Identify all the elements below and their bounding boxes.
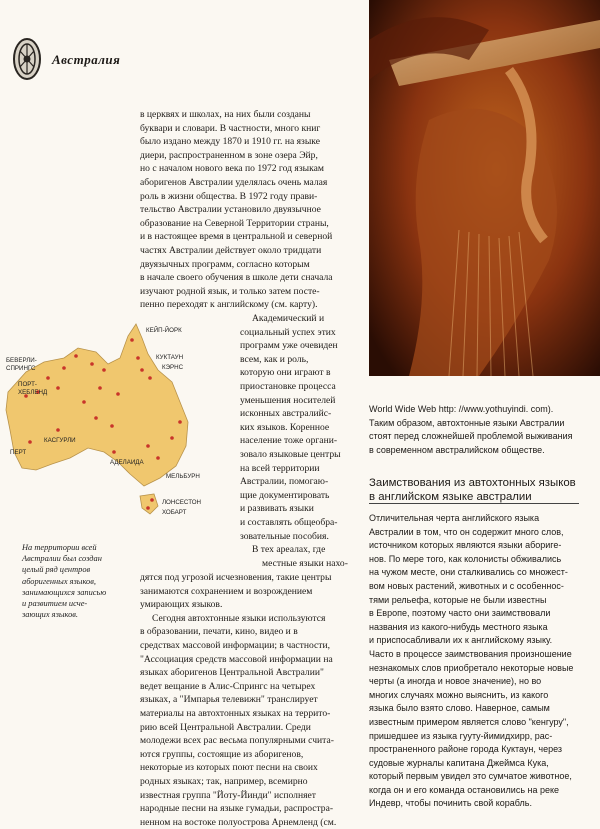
australia-landmass [6,324,188,486]
map-label-cape-york: КЕЙП-ЙОРК [146,327,182,334]
page-title: Австралия [52,52,121,67]
map-label-cairns: КЭРНС [162,364,184,371]
column2-body-text: Отличительная черта английского языка Австралии в том, что он содержит много слов, источником которых являются языки абориге- нов. По мере того, как колонисты обживались на чужом месте, они сталкивались со множест- вом новых растений, животных и с особеннос- тями рельефа, которые не были известны в Европе, поэтому часто они заимствовали названия из какого-нибудь местного языка и приспосабливали их к английскому языку. Часто в процессе заимствования произношение незнакомых слов приобретало некоторые новые черты (а иногда и новое значение), но во многих случаях можно выяснить, из какого языка было взято слово. Наверное, самым известным примером является слово "кенгуру", пришедшее из языка гууту-йимидхирр, рас- пространенного районе города Куктаун, через судовые журналы капитана Джеймса Кука, который первым увидел это сумчатое животное, когда он и его команда остановились на реке Индевр, чтобы починить свой корабль. [369,513,574,809]
map-label-perth: ПЕРТ [10,449,27,456]
map-label-melbourne: МЕЛЬБУРН [166,473,200,480]
column1-top-text: в церквях и школах, на них были созданы буквари и словари. В частности, много книг было издано между 1870 и 1910 гг. на языке диери, распространенном в зоне озера Эйр, но с началом нового века по 1972 год языкам аборигенов Австралии уделялась очень малая роль в жизни общества. В 1972 году прави- тельство Австралии установило двуязычное образование на Северной Территории страны, и в настоящее время в центральной и северной частях Австралии действует около тридцати двуязычных программ, согласно которым в начале своего обучения в школе дети сначала изучают родной язык, и только затем посте- пенно переходят к английскому (см. карту). [140,109,333,311]
map-caption: На территории всей Австралии был создан целый ряд центров аборигенных языков, занимающихся записью и развитием исче- зающих языков. [22,543,107,620]
map-label-launceston: ЛОНСЕСТОН [162,499,201,506]
section-heading: Заимствования из автохтонных языков в английском языке австралии [369,477,576,503]
map-label-beverley-1: БЕВЕРЛИ- [6,357,37,364]
column2-top-text: World Wide Web http: //www.yothuyindi. com). Таким образом, автохтонные языки Австралии стоят перед сложнейшей проблемой выживания в современном австралийском обществе. [369,404,573,455]
shield-emblem-icon [8,36,46,82]
map-label-kalgoorlie: КАСГУРЛИ [44,437,76,444]
map-label-port-2: ХЕБЛЕНД [18,389,48,396]
map-label-cooktown: КУКТАУН [156,354,184,361]
tasmania-island [140,494,158,514]
australia-map [0,318,232,518]
map-label-adelaide: АДЕЛАИДА [110,459,144,466]
column1-wrap-text: Академический и социальный успех этих программ уже очевиден всем, как и роль, которую они играют в приостановке процесса уменьшения носителей исконных австралийс- ких языков. Коренное население тоже органи- зовало языковые центры на всей территории Австралии, помогаю- щие документировать и развивать языки и составлять общеобра- зовательные пособия. В тех ареалах, где местные языки нахо- [240,313,348,569]
heading-divider [369,503,579,504]
map-label-port-1: ПОРТ- [18,381,37,388]
didgeridoo-photo [369,0,600,376]
map-label-beverley-2: СПРИНГС [6,365,36,372]
column1-bottom-text: дятся под угрозой исчезновения, такие центры занимаются сохранением и возрождением умирающих языков. Сегодня автохтонные языки используются в образовании, печати, кино, видео и в средствах массовой информации; в частности, "Ассоциация средств массовой информации на языках аборигенов Центральной Австралии" ведет вещание в Алис-Спрингс на четырех языках, а "Импарья телевижн" транслирует материалы на автохтонных языках на террито- рию всей Центральной Австралии. Среди молодежи всех рас весьма популярными счита- ются группы, состоящие из аборигенов, некоторые из которых поют песни на своих родных языках; так, например, всемирно известная группа "Йоту-Йинди" исполняет народные песни на языке гумадьи, распростра- ненном на востоке полуострова Арнемленд (см. [140,572,337,828]
map-label-hobart: ХОБАРТ [162,509,187,516]
